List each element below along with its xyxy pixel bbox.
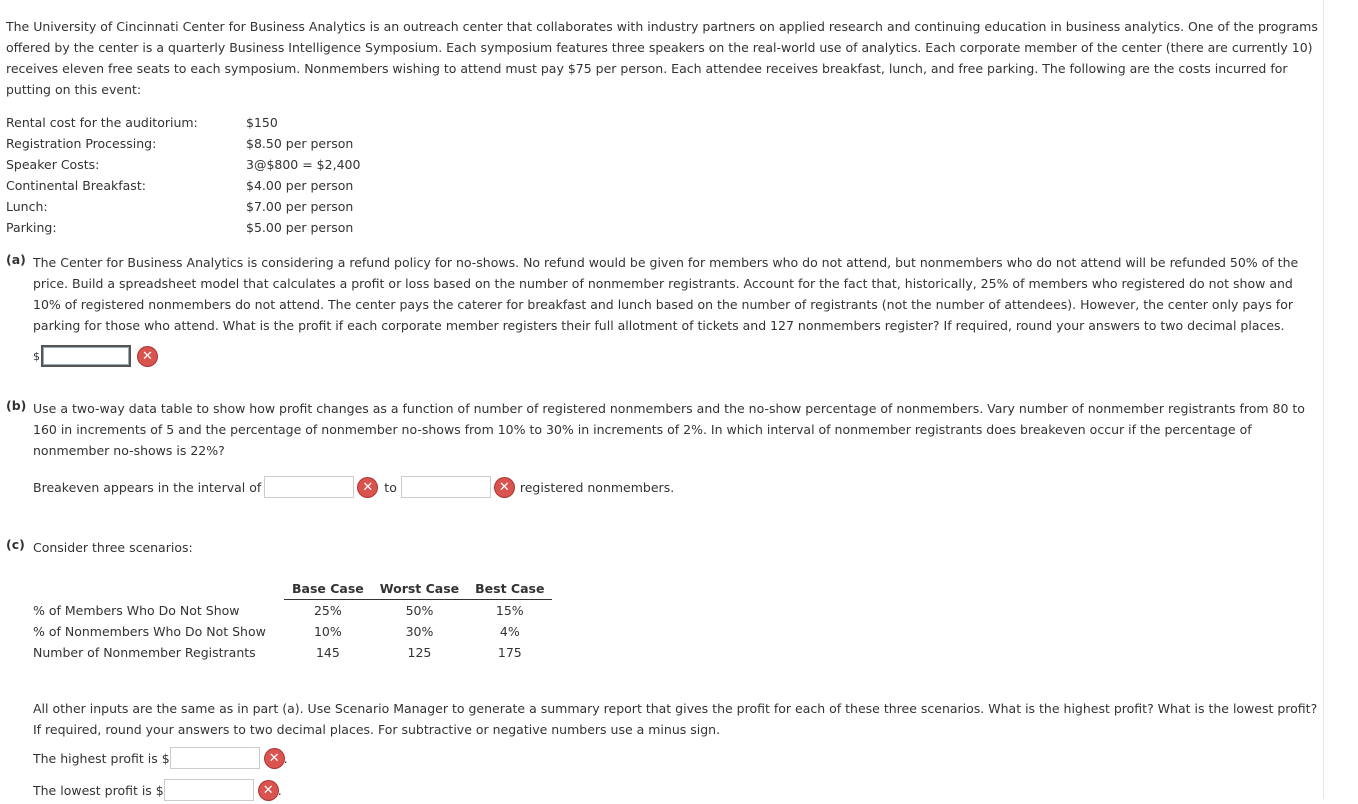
cost-value: $150: [246, 115, 278, 130]
table-row: [33, 621, 552, 642]
interval-low-input[interactable]: [264, 476, 354, 498]
cost-label: Speaker Costs:: [6, 157, 100, 172]
scenario-table: [33, 578, 552, 663]
cost-value: $4.00 per person: [246, 178, 354, 193]
row-label: Number of Nonmember Registrants: [33, 645, 256, 660]
dollar-sign: $: [33, 349, 40, 363]
part-a-question: The Center for Business Analytics is considering a refund policy for no-shows. No refund would be given for members who do not attend, but nonmembers who do not attend will be refunded 50% of the price. Build a spreadsheet model that calculates a profit or loss based on the number of nonmember registrants. Account for the fact that, historically, 25% of members who registered do not show and 10% of registered nonmembers do not attend. The center pays the caterer for breakfast and lunch based on the number of registrants (not the number of attendees). However, the center only pays for parking for those who attend. What is the profit if each corporate member registers their full allotment of tickets and 127 nonmembers register? If required, round your answers to two decimal places.: [33, 255, 1299, 333]
part-c-label: (c): [6, 537, 25, 552]
cell-value: 175: [497, 645, 522, 660]
question-content: [6, 16, 1318, 804]
to-text: to: [384, 479, 397, 495]
header-cell: [33, 578, 284, 600]
cell-value: 10%: [313, 624, 342, 639]
intro-paragraph: The University of Cincinnati Center for Business Analytics is an outreach center that collaborates with industry partners on applied research and continuing education in business analytics. One of the programs offered by the center is a quarterly Business Intelligence Symposium. Each symposium features three speakers on the real-world use of analytics. Each corporate member of the center (there are currently 10) receives eleven free seats to each symposium. Nonmembers wishing to attend must pay $75 per person. Each attendee receives breakfast, lunch, and free parking. The following are the costs incurred for putting on this event:: [6, 19, 1318, 97]
lowest-profit-label: The lowest profit is $: [33, 782, 164, 798]
table-row: [33, 642, 552, 663]
part-b-label: (b): [6, 398, 27, 413]
cost-label: Registration Processing:: [6, 136, 157, 151]
cost-label: Parking:: [6, 220, 57, 235]
cost-row: [6, 175, 1318, 196]
part-b-answer-line: [33, 473, 1318, 501]
part-b: [6, 398, 1318, 501]
cost-row: [6, 154, 1318, 175]
breakeven-lead-text: Breakeven appears in the interval of: [33, 479, 262, 495]
part-c: [6, 537, 1318, 558]
x-circle-icon: ✕: [138, 347, 157, 366]
part-c-body: [33, 537, 1318, 558]
highest-profit-label: The highest profit is $: [33, 750, 170, 766]
cost-value: $8.50 per person: [246, 136, 354, 151]
lowest-profit-line: [33, 776, 1318, 804]
part-c-intro: Consider three scenarios:: [33, 540, 193, 555]
cell-value: 145: [315, 645, 340, 660]
cell-value: 50%: [405, 603, 434, 618]
part-a: [6, 252, 1318, 370]
header-cell: Base Case: [284, 578, 372, 600]
period-text: .: [283, 750, 288, 766]
cost-row: [6, 112, 1318, 133]
table-row: [33, 600, 552, 622]
part-b-body: [33, 398, 1318, 501]
header-cell: Worst Case: [372, 578, 467, 600]
cell-value: 25%: [313, 603, 342, 618]
cost-value: $5.00 per person: [246, 220, 354, 235]
cost-row: [6, 133, 1318, 154]
x-circle-icon: ✕: [259, 781, 278, 800]
scenario-table-header: [33, 578, 552, 600]
x-circle-icon: ✕: [358, 478, 377, 497]
header-cell: Best Case: [467, 578, 552, 600]
period-text: .: [277, 782, 282, 798]
cost-row: [6, 217, 1318, 238]
row-label: % of Nonmembers Who Do Not Show: [33, 624, 266, 639]
cost-row: [6, 196, 1318, 217]
highest-profit-line: [33, 744, 1318, 772]
cell-value: 4%: [499, 624, 520, 639]
part-b-question: Use a two-way data table to show how profit changes as a function of number of registered nonmembers and the no-show percentage of nonmembers. Vary number of nonmember registrants from 80 to 160 in increments of 5 and the percentage of nonmember no-shows from 10% to 30% in increments of 2%. In which interval of nonmember registrants does breakeven occur if the percentage of nonmember no-shows is 22%?: [33, 401, 1305, 458]
cost-label: Rental cost for the auditorium:: [6, 115, 198, 130]
cost-value: $7.00 per person: [246, 199, 354, 214]
highest-profit-input[interactable]: [170, 747, 260, 769]
x-circle-icon: ✕: [495, 478, 514, 497]
part-a-answer-line: [33, 342, 1318, 370]
part-c-followup: [33, 698, 1318, 804]
cost-value: 3@$800 = $2,400: [246, 157, 361, 172]
cost-list: [6, 112, 1318, 238]
x-circle-icon: ✕: [265, 749, 284, 768]
part-a-body: [33, 252, 1318, 370]
breakeven-tail-text: registered nonmembers.: [519, 479, 675, 495]
cost-label: Continental Breakfast:: [6, 178, 146, 193]
lowest-profit-input[interactable]: [164, 779, 254, 801]
cell-value: 125: [407, 645, 432, 660]
part-c-question: All other inputs are the same as in part (a). Use Scenario Manager to generate a summary report that gives the profit for each of these three scenarios. What is the highest profit? What is the lowest profit? If required, round your answers to two decimal places. For subtractive or negative numbers use a minus sign.: [33, 701, 1318, 737]
cell-value: 30%: [405, 624, 434, 639]
profit-answer-input[interactable]: [41, 345, 131, 367]
row-label: % of Members Who Do Not Show: [33, 602, 240, 618]
page-right-border: [1323, 0, 1324, 799]
cell-value: 15%: [495, 603, 524, 618]
part-a-label: (a): [6, 252, 26, 267]
interval-high-input[interactable]: [401, 476, 491, 498]
cost-label: Lunch:: [6, 199, 48, 214]
